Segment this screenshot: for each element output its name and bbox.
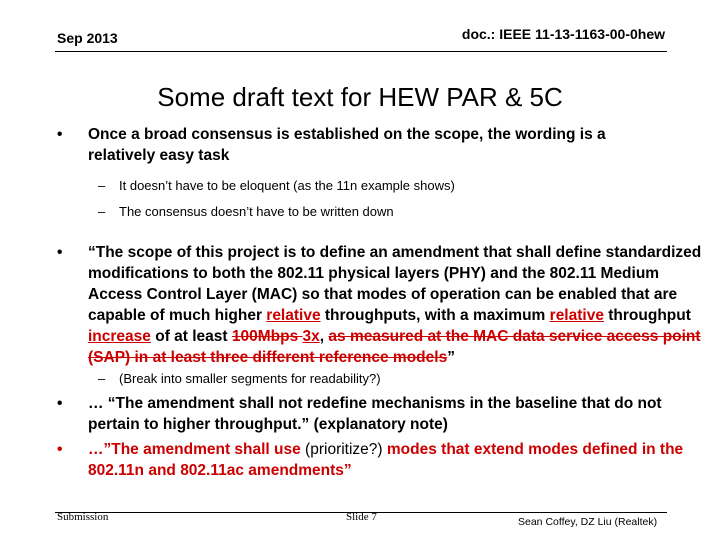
deleted-text: as measured at the MAC data service access point — [328, 328, 701, 345]
bullet-dot-icon: • — [57, 441, 63, 458]
bullet-2-line-5: increase of at least 100Mbps 3x, as measured at the MAC data service access point — [88, 328, 701, 345]
deleted-text: 100Mbps — [231, 328, 303, 345]
dash-icon: – — [98, 204, 106, 219]
slide-body — [57, 124, 717, 481]
bullet-3 — [57, 393, 717, 435]
bullet-2-line-2: modifications to both the 802.11 physical layers (PHY) and the 802.11 Medium — [88, 265, 660, 282]
footer-authors: Sean Coffey, DZ Liu (Realtek) — [518, 516, 658, 528]
header-doc-id: doc.: IEEE 11-13-1163-00-0hew — [461, 26, 665, 42]
inserted-text: relative — [549, 307, 604, 324]
bullet-dot-icon: • — [57, 244, 63, 261]
dash-icon: – — [98, 178, 106, 193]
sub-bullet-2-1 — [57, 368, 717, 389]
bullet-2-line-1: “The scope of this project is to define an amendment that shall define standardized — [88, 244, 702, 261]
bullet-2-line-4: capable of much higher relative throughputs, with a maximum relative throughput — [88, 307, 691, 324]
deleted-text: (SAP) in at least three different reference models — [88, 349, 448, 366]
inserted-text: increase — [88, 328, 151, 345]
bullet-4 — [57, 439, 717, 481]
bullet-3-line-2: pertain to higher throughput.” (explanatory note) — [88, 416, 448, 433]
bullet-1 — [57, 124, 717, 166]
bullet-dot-icon: • — [57, 126, 63, 143]
footer-submission: Submission — [57, 511, 109, 523]
header-date: Sep 2013 — [57, 30, 118, 46]
sub-bullet-1-2 — [57, 201, 717, 222]
inserted-text: relative — [266, 307, 321, 324]
bullet-4-line-2: 802.11n and 802.11ac amendments” — [88, 462, 352, 479]
inserted-text: 3x — [302, 328, 320, 345]
bullet-dot-icon: • — [57, 395, 63, 412]
bullet-2-line-6: (SAP) in at least three different reference models” — [88, 349, 455, 366]
bullet-3-line-1: … “The amendment shall not redefine mechanisms in the baseline that do not — [88, 395, 662, 412]
sub-bullet-text: (Break into smaller segments for readability?) — [119, 371, 381, 386]
dash-icon: – — [98, 371, 106, 386]
sub-bullet-1-1 — [57, 175, 717, 196]
footer-slide-number: Slide 7 — [346, 511, 377, 523]
slide-title: Some draft text for HEW PAR & 5C — [157, 82, 563, 112]
bullet-4-line-1: …”The amendment shall use (prioritize?) modes that extend modes defined in the — [88, 441, 684, 458]
bullet-2 — [57, 242, 717, 368]
header-divider — [55, 51, 667, 52]
sub-bullet-text: The consensus doesn’t have to be written down — [119, 204, 394, 219]
bullet-1-line-1: Once a broad consensus is established on the scope, the wording is a — [88, 126, 606, 143]
bullet-1-line-2: relatively easy task — [88, 147, 230, 164]
sub-bullet-text: It doesn’t have to be eloquent (as the 11n example shows) — [119, 178, 455, 193]
bullet-2-line-3: Access Control Layer (MAC) so that modes of operation can be enabled that are — [88, 286, 678, 303]
